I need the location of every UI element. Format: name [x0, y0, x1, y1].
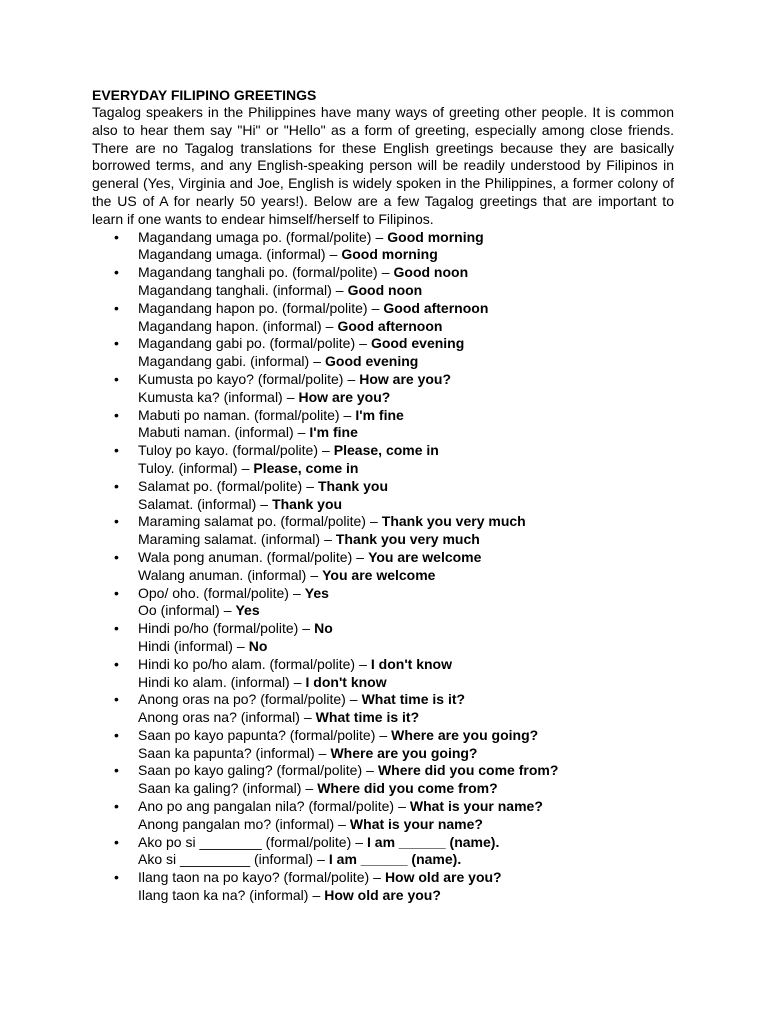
formal-english: Good morning	[387, 228, 484, 245]
informal-tagalog: Walang anuman. (informal)	[138, 566, 307, 583]
informal-english: Good evening	[325, 353, 419, 370]
bullet-icon: •	[114, 548, 119, 565]
list-item	[92, 656, 674, 692]
dash-separator: –	[297, 424, 306, 441]
list-item	[92, 691, 674, 727]
bullet-icon: •	[114, 299, 119, 316]
informal-line	[138, 353, 674, 371]
formal-tagalog: Magandang umaga po. (formal/polite)	[138, 228, 372, 245]
list-item	[92, 798, 674, 834]
informal-line	[138, 389, 674, 407]
informal-line	[138, 851, 674, 869]
list-item	[92, 620, 674, 656]
formal-line	[138, 585, 674, 603]
informal-tagalog: Ilang taon ka na? (informal)	[138, 887, 309, 904]
list-item	[92, 478, 674, 514]
formal-english: No	[314, 620, 333, 637]
list-item	[92, 549, 674, 585]
document-title: EVERYDAY FILIPINO GREETINGS	[92, 87, 317, 103]
informal-english: You are welcome	[322, 566, 436, 583]
formal-tagalog: Ilang taon na po kayo? (formal/polite)	[138, 869, 370, 886]
formal-english: How are you?	[359, 370, 452, 387]
informal-english: I don't know	[305, 673, 387, 690]
formal-tagalog: Hindi po/ho (formal/polite)	[138, 620, 299, 637]
bullet-icon: •	[114, 335, 119, 352]
bullet-icon: •	[114, 406, 119, 423]
informal-tagalog: Salamat. (informal)	[138, 495, 257, 512]
dash-separator: –	[398, 798, 406, 815]
dash-separator: –	[355, 833, 364, 850]
formal-english: Where are you going?	[391, 726, 539, 743]
informal-english: No	[248, 637, 268, 654]
informal-english: Thank you very much	[335, 531, 480, 548]
bullet-icon: •	[114, 370, 119, 387]
greeting-list	[92, 229, 674, 905]
formal-tagalog: Magandang gabi po. (formal/polite)	[138, 335, 356, 352]
formal-tagalog: Saan po kayo papunta? (formal/polite)	[138, 726, 376, 743]
formal-line	[138, 549, 674, 567]
formal-line	[138, 407, 674, 425]
informal-tagalog: Anong oras na? (informal)	[138, 709, 300, 726]
informal-tagalog: Hindi (informal)	[138, 637, 233, 654]
formal-tagalog: Tuloy po kayo. (formal/polite)	[138, 442, 318, 459]
list-item	[92, 371, 674, 407]
list-item	[92, 585, 674, 621]
informal-line	[138, 567, 674, 585]
informal-tagalog: Oo (informal)	[138, 602, 220, 619]
bullet-icon: •	[114, 620, 119, 637]
dash-separator: –	[343, 406, 352, 423]
bullet-icon: •	[114, 726, 119, 743]
formal-english: Thank you	[317, 477, 388, 494]
formal-line	[138, 371, 674, 389]
formal-tagalog: Magandang hapon po. (formal/polite)	[138, 299, 368, 316]
formal-tagalog: Maraming salamat po. (formal/polite)	[138, 513, 366, 530]
dash-separator: –	[325, 317, 334, 334]
formal-tagalog: Salamat po. (formal/polite)	[138, 477, 303, 494]
dash-separator: –	[241, 459, 250, 476]
dash-separator: –	[260, 495, 269, 512]
dash-separator: –	[322, 442, 330, 459]
formal-english: I am ______ (name).	[367, 833, 500, 850]
formal-line	[138, 656, 674, 674]
intro-paragraph: Tagalog speakers in the Philippines have many ways of greeting other people. It is common also to hear them say "Hi" or "Hello" as a form of greeting, especially among close friends. There are no Tagalog translations for these English greetings because they are basically borrowed terms, and any English-speaking person will be readily understood by Filipinos in general (Yes, Virginia and Joe, English is widely spoken in the Philippines, a former colony of the US of A for nearly 50 years!). Below are a few Tagalog greetings that are important to learn if one wants to endear himself/herself to Filipinos.	[92, 104, 674, 227]
dash-separator: –	[292, 584, 301, 601]
informal-tagalog: Magandang hapon. (informal)	[138, 317, 322, 334]
informal-tagalog: Kumusta ka? (informal)	[138, 388, 283, 405]
formal-english: I don't know	[370, 655, 453, 672]
formal-english: How old are you?	[384, 869, 502, 886]
informal-english: I am ______ (name).	[328, 851, 462, 868]
dash-separator: –	[366, 762, 374, 779]
dash-separator: –	[356, 548, 365, 565]
formal-english: What is your name?	[409, 798, 543, 815]
bullet-icon: •	[114, 798, 119, 815]
informal-english: Where are you going?	[330, 744, 478, 761]
dash-separator: –	[302, 620, 311, 637]
dash-separator: –	[303, 709, 312, 726]
informal-english: Thank you	[272, 495, 343, 512]
informal-tagalog: Tuloy. (informal)	[138, 459, 238, 476]
bullet-icon: •	[114, 264, 119, 281]
dash-separator: –	[371, 299, 380, 316]
dash-separator: –	[369, 513, 378, 530]
bullet-icon: •	[114, 513, 119, 530]
dash-separator: –	[305, 780, 314, 797]
list-item	[92, 513, 674, 549]
formal-english: Where did you come from?	[377, 762, 559, 779]
dash-separator: –	[318, 744, 327, 761]
informal-english: Please, come in	[253, 459, 359, 476]
formal-line	[138, 691, 674, 709]
formal-line	[138, 300, 674, 318]
dash-separator: –	[317, 851, 325, 868]
bullet-icon: •	[114, 477, 119, 494]
informal-line	[138, 460, 674, 478]
informal-english: What time is it?	[315, 709, 420, 726]
informal-english: How old are you?	[324, 887, 441, 904]
formal-english: What time is it?	[361, 691, 466, 708]
dash-separator: –	[359, 655, 367, 672]
bullet-icon: •	[114, 655, 119, 672]
informal-tagalog: Magandang gabi. (informal)	[138, 353, 310, 370]
dash-separator: –	[381, 264, 390, 281]
bullet-icon: •	[114, 762, 119, 779]
formal-line	[138, 798, 674, 816]
formal-english: I'm fine	[355, 406, 404, 423]
formal-english: Please, come in	[333, 442, 439, 459]
list-item	[92, 869, 674, 905]
formal-line	[138, 264, 674, 282]
informal-line	[138, 674, 674, 692]
dash-separator: –	[236, 637, 245, 654]
formal-line	[138, 478, 674, 496]
dash-separator: –	[310, 566, 319, 583]
formal-tagalog: Saan po kayo galing? (formal/polite)	[138, 762, 363, 779]
dash-separator: –	[335, 281, 344, 298]
informal-tagalog: Ako si _________ (informal)	[138, 851, 314, 868]
dash-separator: –	[312, 887, 321, 904]
informal-line	[138, 424, 674, 442]
list-item	[92, 727, 674, 763]
informal-english: What is your name?	[349, 815, 483, 832]
dash-separator: –	[324, 531, 332, 548]
formal-line	[138, 762, 674, 780]
informal-line	[138, 745, 674, 763]
formal-line	[138, 229, 674, 247]
formal-line	[138, 727, 674, 745]
formal-english: Good evening	[370, 335, 465, 352]
formal-english: Good noon	[393, 264, 469, 281]
dash-separator: –	[313, 353, 322, 370]
dash-separator: –	[329, 246, 338, 263]
informal-line	[138, 638, 674, 656]
informal-line	[138, 531, 674, 549]
formal-tagalog: Kumusta po kayo? (formal/polite)	[138, 370, 344, 387]
dash-separator: –	[359, 335, 367, 352]
list-item	[92, 335, 674, 371]
dash-separator: –	[286, 388, 295, 405]
formal-line	[138, 513, 674, 531]
dash-separator: –	[375, 228, 384, 245]
informal-line	[138, 887, 674, 905]
list-item	[92, 442, 674, 478]
dash-separator: –	[347, 370, 356, 387]
informal-english: Yes	[235, 602, 260, 619]
informal-line	[138, 246, 674, 264]
informal-english: Good afternoon	[337, 317, 443, 334]
list-item	[92, 264, 674, 300]
informal-tagalog: Mabuti naman. (informal)	[138, 424, 294, 441]
informal-line	[138, 780, 674, 798]
informal-line	[138, 496, 674, 514]
bullet-icon: •	[114, 228, 119, 245]
list-item	[92, 229, 674, 265]
formal-tagalog: Anong oras na po? (formal/polite)	[138, 691, 346, 708]
formal-line	[138, 335, 674, 353]
list-item	[92, 407, 674, 443]
formal-line	[138, 442, 674, 460]
formal-tagalog: Wala pong anuman. (formal/polite)	[138, 548, 353, 565]
formal-line	[138, 620, 674, 638]
formal-line	[138, 834, 674, 852]
formal-tagalog: Ano po ang pangalan nila? (formal/polite)	[138, 798, 395, 815]
bullet-icon: •	[114, 833, 119, 850]
informal-line	[138, 282, 674, 300]
formal-tagalog: Hindi ko po/ho alam. (formal/polite)	[138, 655, 356, 672]
formal-english: Good afternoon	[383, 299, 489, 316]
dash-separator: –	[293, 673, 302, 690]
informal-english: Where did you come from?	[317, 780, 498, 797]
informal-english: How are you?	[298, 388, 391, 405]
dash-separator: –	[306, 477, 314, 494]
formal-tagalog: Ako po si ________ (formal/polite)	[138, 833, 352, 850]
bullet-icon: •	[114, 584, 119, 601]
formal-tagalog: Opo/ oho. (formal/polite)	[138, 584, 289, 601]
list-item	[92, 300, 674, 336]
dash-separator: –	[338, 815, 346, 832]
informal-tagalog: Saan ka galing? (informal)	[138, 780, 302, 797]
formal-english: Yes	[304, 584, 329, 601]
informal-english: I'm fine	[309, 424, 358, 441]
bullet-icon: •	[114, 442, 119, 459]
formal-english: You are welcome	[368, 548, 482, 565]
informal-line	[138, 816, 674, 834]
informal-tagalog: Saan ka papunta? (informal)	[138, 744, 315, 761]
dash-separator: –	[223, 602, 232, 619]
informal-line	[138, 709, 674, 727]
formal-tagalog: Magandang tanghali po. (formal/polite)	[138, 264, 378, 281]
informal-line	[138, 318, 674, 336]
document-page	[92, 86, 674, 905]
informal-line	[138, 602, 674, 620]
formal-english: Thank you very much	[381, 513, 526, 530]
bullet-icon: •	[114, 869, 119, 886]
informal-tagalog: Hindi ko alam. (informal)	[138, 673, 290, 690]
dash-separator: –	[349, 691, 358, 708]
dash-separator: –	[379, 726, 388, 743]
informal-english: Good noon	[347, 281, 423, 298]
bullet-icon: •	[114, 691, 119, 708]
formal-tagalog: Mabuti po naman. (formal/polite)	[138, 406, 340, 423]
list-item	[92, 762, 674, 798]
informal-tagalog: Magandang tanghali. (informal)	[138, 281, 332, 298]
list-item	[92, 834, 674, 870]
informal-tagalog: Magandang umaga. (informal)	[138, 246, 326, 263]
formal-line	[138, 869, 674, 887]
informal-english: Good morning	[341, 246, 438, 263]
dash-separator: –	[373, 869, 381, 886]
informal-tagalog: Maraming salamat. (informal)	[138, 531, 321, 548]
informal-tagalog: Anong pangalan mo? (informal)	[138, 815, 335, 832]
